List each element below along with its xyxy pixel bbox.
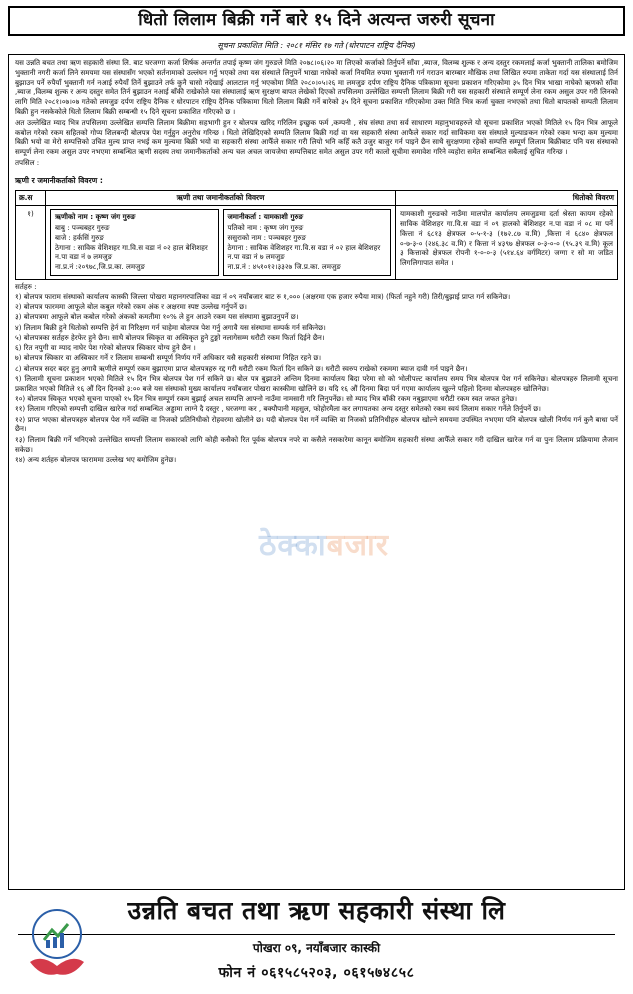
row-sn: १) [16, 206, 46, 280]
footer [8, 894, 625, 994]
table-row [16, 206, 618, 280]
col-header-collateral: धितोको विवरण [396, 191, 618, 206]
guarantor-citizenship: ना.प्र.नं : ४५१०१२।३३२७ जि.प्र.का. लमजुङ [227, 262, 341, 272]
title-box [8, 6, 625, 36]
guarantor-name: जमानीकर्ता : यामकाशी गुरुङ [227, 212, 304, 222]
term-item: १) बोलपत्र फाराम संस्थाको कार्यालय कास्की जिल्ला पोखरा महानगरपालिका वडा नं ०९ नयाँबजार बाट रु १,००० (अक्षरमा एक हजार रुपैया मात्र) (फिर्ता नहुने गरी) तिरी/बुझाई प्राप्त गर्न सकिनेछ। [15, 291, 511, 301]
borrower-citizenship: ना.प्र.नं :२०९७८,जि.प्र.का. लमजुङ [55, 262, 145, 272]
cooperative-logo-icon [22, 904, 92, 982]
borrower-address: ठेगाना : साविक वेशिशहर गा.वि.स वडा नं ०२ हाल बेशिशहर न.पा वडा नं ७ लमजुङ [55, 242, 208, 262]
org-phone: फोन नं ०६१५८५२०३, ०६१५७४८५८ [218, 965, 415, 982]
guarantor-husband: पतिको नाम : कृष्ण जंग गुरुङ [227, 223, 304, 233]
logo-bar-1 [46, 940, 50, 948]
term-item: १२) प्राप्त भएका बोलपत्रहरु बोलपत्र पेश गर्ने व्यक्ति वा निजको प्रतिनिधीको रोहवरमा खोलीने छ। यदी बोलपत्र पेश गर्ने व्यक्ति वा निजको प्रतिनिधीहरु बोलपत्र खोल्ने समयमा उपस्थित नभएमा पनि बोलपत्र खोली निर्णय गर्न कुनै बाधा पर्ने छैन। [15, 414, 618, 434]
org-name: उन्नति बचत तथा ऋण सहकारी संस्था लि [127, 896, 506, 926]
col-header-parties: ऋणी तथा जमानीकर्ताको विवरण [46, 191, 396, 206]
borrower-card [50, 209, 219, 276]
term-item: ८) बोलपत्र सदर बदर हुनु अगावै ऋणीले सम्पूर्ण रकम बुझाएमा प्राप्त बोलपत्रहरु रद्द गरी धरौटी रकम फिर्ता दिन सकिने छ। धरौटी स्वरुप राखेको रकममा ब्याज दावी गर्न पाइने छैन। [15, 363, 468, 373]
collateral-cell: यामकाशी गुरुङको नाउँमा मालपोत कार्यालय लमजुङमा दर्ता श्रेस्ता कायम रहेको साविक वेशिशहर गा.वि.स वडा नं ०९ हालको बेशिशहर न.पा वडा नं ०८ मा पर्ने कित्ता नं ६८१३ क्षेत्रफल ०-५-१-३ (१७२.८७ व.मि) ,कित्ता नं ६८४० क्षेत्रफल ०-७-३-० (२४६.३८ व.मि) र कित्ता नं ४३९७ क्षेत्रफल ०-३-०-० (९५.३९ व.मि) कूल ३ कित्ताको क्षेत्रफल रोपनी १-०-०-३ (५१४.६४ वर्गमिटर) जग्गा र सो मा जडित लिगलिगापात समेत । [396, 206, 618, 280]
watermark-part-1: ठेक्का [259, 528, 327, 564]
guarantor-address: ठेगाना : साविक वेशिशहर गा.वि.स वडा नं ०२ हाल बेशिशहर न.पा वडा नं ७ लमजुङ [227, 242, 381, 262]
watermark-part-2: बजार [326, 528, 390, 564]
term-item: ४) लिलाम बिक्री हुने धितोको सम्पत्ति हेर्न वा निरिक्षण गर्न चाहेमा बोलपत्र पेश गर्नु अगावै यस संस्थामा सम्पर्क गर्न सकिनेछ। [15, 322, 326, 332]
notice-body [8, 54, 625, 890]
term-item: ७) बोलपत्र स्विकार वा अस्विकार गर्ने र लिलाम सम्बन्धी सम्पूर्ण निर्णय गर्ने अधिकार यसै सहकारी संस्थामा निहित रहने छ। [15, 353, 322, 363]
term-item: २) बोलपत्र फारममा आफूले बोल कबुल गरेको रकम अंक र अक्षरमा स्पष्ट उल्लेख गर्नुपर्ने छ। [15, 302, 247, 312]
tapsil-label: तपसिल : [15, 157, 40, 167]
terms-list [15, 292, 618, 465]
footer-divider [18, 934, 615, 935]
logo-bar-2 [53, 937, 57, 948]
term-item: ६) रित नपुगी वा म्याद नाघेर पेश गरेको बोलपत्र स्विकार योग्य हुने छैन । [15, 343, 196, 353]
term-item: १३) लिलाम बिक्री गर्ने भनिएको उल्लेखित सम्पत्ती लिलाम सकारको लागि कोही कसैको रित पूर्वक बोलपत्र नपरे वा कसैले नसकारेमा कानून बमोजिम सहकारी संस्था आफैँले सकार गरी दाखिल खारेज गर्न वा पुनः लिलाम प्रक्रियामा लैजान सकेछ। [15, 434, 618, 454]
publication-date: सूचना प्रकाशित मिति : २०८१ मंसिर १७ गते (धोरपाटन राष्ट्रिय दैनिक) [217, 41, 416, 50]
logo-hands [30, 959, 84, 975]
page-title: धितो लिलाम बिक्री गर्ने बारे १५ दिने अत्यन्त जरुरी सूचना [138, 10, 495, 31]
section-heading: ऋणी र जमानीकर्ताको विवरण : [15, 175, 103, 185]
details-table [15, 190, 618, 280]
paragraph-2: अत उल्लेखित म्याद भित्र तपसिलमा उल्लेखित सम्पत्ति लिलाम बिक्रीमा सहभागी हुन र बोलपत्र खरिद गरिलिन इच्छुक फर्म ,कम्पनी , संघ संस्था तथा सर्व साधारण महानुभावहरुले यो सूचना प्रकाशित भएको मितिले १५ दिन भित्र आफूले कबोल गरेको रकम सहितको गोप्य शिलबन्दी बोलपत्र पेश गर्नुहुन अनुरोध गरिन्छ । धितो लेखिदिएको सम्पति लिलाम बिक्री गर्दा वा यस सहकारी संस्था आफैले सकार गर्दा साविकमा यस संस्थाले मुल्याङकन गरेको रकम भन्दा कम मुल्यमा बिक्री भयो वा मेरो सम्पत्तिको उचित मुल्य प्राप्त नभई कम मुल्यमा बिक्री भयो वा सहकारी संस्था आफैँले सकार गरी लियो भनि कहिँ कतै उजुर बाजुर गर्न पाइने छैन साथै सुरक्षणमा रहेको सम्पत्ति सम्पूर्ण लिलाम बिक्रीबाट पनि यस संस्थाको सम्पूर्ण लेना रकम असुल उपर नभएमा सम्बन्धित ऋणी सदस्य तथा जमानीकर्ताको अन्य चल अचल जायजेथा सम्पत्तिबाट समेत असुल उपर गरी कालो सूचीमा समावेश गरिने व्यहोरा समेत सम्बन्धित सबैलाई सुचित गरिन्छ । [15, 117, 618, 157]
borrower-father: बाबु : पञ्चबहर गुरुङ [55, 223, 110, 233]
term-item: ११) लिलाम गरिएको सम्पत्ती दाखिल खारेज गर्दा सम्बन्धित अड्डामा लाग्ने दै दस्तुर , घरजग्गा कर , बक्यौपानी महसुल, फोहोरमैला कर लगायतका अन्य दस्तुर समेतको रकम स्वयं लिलाम सकार गर्नेले तिर्नुपर्ने छ। [15, 404, 541, 414]
guarantor-card [223, 209, 392, 276]
watermark [259, 525, 389, 566]
term-item: ३) बोलपत्रमा आफूले बोल कबोल गरेको अंकको कमतीमा १०% ले हुन आउने रकम यस संस्थामा बुझाउनुपर्ने छ। [15, 312, 299, 322]
paragraph-1: यस उन्नति बचत तथा ऋण सहकारी संस्था लि. बाट घरजग्गा कर्जा शिर्षक अन्तर्गत तपाई कृष्ण जंग गुरुङले मिति २०७८।०६।२० मा लिएको कर्जाको तिर्नुपर्ने साँवा ,ब्याज, विलम्ब शुल्क र अन्य दस्तुर रकमलाई कर्जा भुक्तानी तालिका बमोजिम भुक्तानी नगरी कर्जा लिने समयमा यस संस्थासँग भएको सर्तनामाको उल्लंघन गर्नु भएको तथा यस संस्थाले लिनुपर्ने भाखा नाघेको कर्जा नियमित रुपमा भुक्तानी गर्न गराउन बारम्बार मौखिक तथा लिखित रुपमा ताकेता गर्दा यस संस्थालाई तिर्न बुझाउन पर्ने रुपैयाँ भुक्तानी गर्न नआई रुपैयाँ तिर्ने बुझाउने तर्फ कुनै चासो नदेखाई आलटाल गर्नु भएकोमा मिति २०८०।०५।२६ मा लमजुङ दर्पण राष्ट्रिय दैनिक पत्रिकामा सूचना प्रकाशन गरिएकोमा ३५ दिन भित्र भाखा नाघेको ऋणको साँवा ,ब्याज ,विलम्ब शुल्क र अन्य दस्तुर समेत तिर्न बुझाउन नआई बाँकी राखेकोले यस संस्थालाई ऋण सुरक्षण बापत लेखेको दिएको तपसिलमा उल्लेखित सम्पत्ती लिलाम बिक्री गरी यस सहकारी संस्थाले सम्पूर्ण लेना रकम असुल उपर गरी लिनको लागि मिति २०८१।०७।०७ गतेको लमजुङ दर्पण राष्ट्रिय दैनिक र धोरपाटन राष्ट्रिय दैनिक पत्रिकामा धितो लिलाम बिक्री गर्ने बारेको ३५ दिने सूचना प्रकाशित गरिएकोमा उक्त मिति भित्र कर्जा चुक्ता नभएको तथा धितो बापतको सम्पती लिलाम बिक्री हुन नसकेकोले धितो लिलाम बिक्री सम्बन्धी १५ दिने सूचना प्रकाशित गरिएको छ । [15, 58, 618, 116]
guarantor-father-in-law: ससुराको नाम : पञ्चबहर गुरुङ [227, 232, 307, 242]
borrower-name: ऋणीको नाम : कृष्ण जंग गुरुङ [55, 212, 136, 222]
borrower-grandfather: बाजे : हर्कसिं गुरुङ [55, 232, 104, 242]
term-item: १०) बोलपत्र स्विकृत भएको सूचना पाएको १५ दिन भित्र सम्पूर्ण रकम बुझाई अचल सम्पत्ति आफ्नो नाउँमा नामसारी गरि लिनुपर्नेछ। सो म्याद भित्र बाँकी रकम नबुझाएमा धरौटी रकम स्वत जफत हुनेछ। [15, 394, 518, 404]
term-item: ९) लिलामी सूचना प्रकाशन भएको मितिले १५ दिन भित्र बोलपत्र पेश गर्न सकिने छ। बोल पत्र बुझाउने अन्तिम दिनमा कार्यालय बिदा परेमा सो को भोलीपल्ट कार्यालय समय भित्र बोलपत्र पेश गर्न सकिनेछ। बोलपत्रहरु लिलामी सूचना प्रकाशित भएको मितिले १६ औं दिन दिनको ३:०० बजे यस संस्थाको मुख्य कार्यालय नयाँबजार पोखरा कास्कीमा खोलिने छ। यदि १६ औं दिनमा बिदा पर्न गएमा कार्यालय खुल्ने पहिलो दिनमा बोलपत्रहरु खोलिनेछ। [15, 374, 618, 393]
parties-cell [46, 206, 396, 280]
logo-bar-3 [60, 933, 64, 948]
term-item: १४) अन्य शर्तहरु बोलपत्र फाराममा उल्लेख भए बमोजिम हुनेछ। [15, 454, 177, 464]
term-item: ५) बोलपत्रका सर्तहरु हेरफेर हुने छैन। साथै बोलपत्र स्विकृत वा अस्विकृत हुने टुङ्गो नलागेसम्म धरौटी रकम फिर्ता दिईने छैन। [15, 332, 325, 342]
col-header-sn: क्र.स [16, 191, 46, 206]
terms-heading: सर्तहरु : [15, 282, 37, 291]
org-address: पोखरा ०९, नयाँबजार कास्की [252, 940, 381, 955]
